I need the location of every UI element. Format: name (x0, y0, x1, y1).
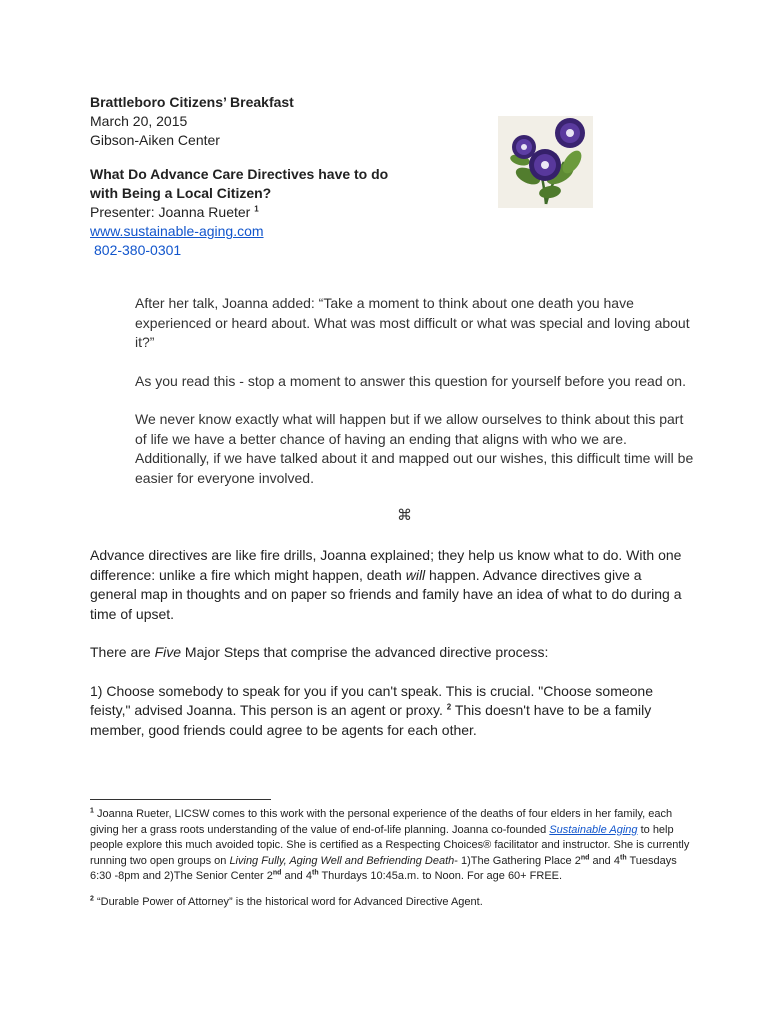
talk-title-line1: What Do Advance Care Directives have to do (90, 165, 389, 182)
body-paragraph-3: 1) Choose somebody to speak for you if you can't speak. This is crucial. "Choose someone feisty," advised Joanna. This person is an agent or proxy. $^2$ This doesn't have to be a family member, good friends could agree to be agents for each other. (90, 682, 654, 738)
footnotes (90, 807, 690, 920)
body-text (90, 546, 690, 759)
phone-number: 802-380-0301 (94, 242, 182, 259)
body-paragraph-2: There are Five Major Steps that comprise the advanced directive process: (90, 644, 549, 660)
website-line (90, 222, 490, 241)
footnote-ref-2[interactable]: 2 (446, 702, 452, 712)
footnote-divider (90, 799, 271, 800)
footnote-1: $^1$ Joanna Rueter, LICSW comes to this work with the personal experience of the deaths of four elders in her family, each giving her a grass roots understanding of the value of end-of-life planning. Joanna co-founded Sustainable Aging to help people explore this much avoided topic. She is certified as a Respecting Choices® facilitator and instructor. She is currently running two open groups on Living Fully, Aging Well and Befriending Death- 1)The Gathering Place 2nd and 4th Tuesdays 6:30 -8pm and 2)The Senior Center 2nd and 4th Thurdays 10:45a.m. to Noon. For age 60+ FREE. (90, 807, 690, 882)
quote-paragraph-1: After her talk, Joanna added: “Take a moment to think about one death you have experienced or heard about. What was most difficult or what was special and loving about it?” (135, 295, 690, 350)
pull-quote-block (135, 294, 695, 488)
event-title: Brattleboro Citizens’ Breakfast (90, 94, 294, 110)
emphasis-five: Five (154, 644, 182, 660)
event-venue: Gibson-Aiken Center (90, 132, 220, 149)
footnote-ref-1[interactable]: 1 (254, 204, 259, 214)
emphasis-will: will (405, 566, 426, 583)
website-link[interactable]: www.sustainable-aging.com (90, 223, 264, 240)
talk-title-line2: with Being a Local Citizen? (90, 184, 272, 201)
morning-glory-flower-image (498, 116, 593, 208)
sustainable-aging-link[interactable]: Sustainable Aging (549, 823, 638, 836)
document-header (90, 93, 490, 261)
presenter-name: Presenter: Joanna Rueter (90, 204, 255, 221)
presenter-line (90, 203, 490, 222)
quote-paragraph-3: We never know exactly what will happen but if we allow ourselves to think about this part of life we have a better chance of having an ending that aligns with who we are. Additionally, if we have talked about it and mapped out our wishes, this difficult time will be easier for everyone involved. (135, 411, 694, 486)
footnote-2: $^2$ “Durable Power of Attorney” is the historical word for Advanced Directive Agent. (90, 894, 483, 908)
section-separator-icon: ⌘ (397, 506, 412, 524)
quote-paragraph-2: As you read this - stop a moment to answer this question for yourself before you read on. (135, 372, 686, 389)
event-date: March 20, 2015 (90, 113, 188, 130)
body-paragraph-1: Advance directives are like fire drills, Joanna explained; they help us know what to do. With one difference: unlike a fire which might happen, death will happen. Advance directives give a general map in thoughts and on paper so friends and family have an idea of what to do during a time of upset. (90, 547, 682, 622)
group-title: Living Fully, Aging Well and Befriending Death (229, 854, 455, 867)
